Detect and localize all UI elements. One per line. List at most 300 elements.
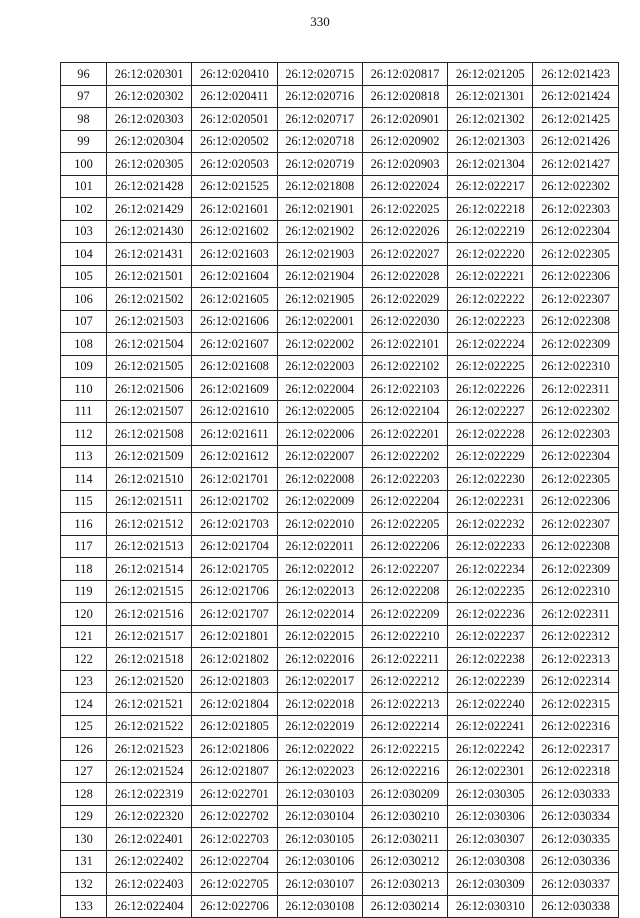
row-number-cell: 123 (61, 670, 107, 693)
cadastral-code-cell: 26:12:021902 (277, 220, 362, 243)
cadastral-code-cell: 26:12:022221 (448, 265, 533, 288)
cadastral-code-cell: 26:12:022304 (533, 445, 618, 468)
cadastral-code-cell: 26:12:022023 (277, 760, 362, 783)
cadastral-code-cell: 26:12:021304 (448, 153, 533, 176)
cadastral-code-cell: 26:12:022007 (277, 445, 362, 468)
cadastral-code-cell: 26:12:021428 (107, 175, 192, 198)
cadastral-code-cell: 26:12:020715 (277, 63, 362, 86)
cadastral-code-cell: 26:12:021609 (192, 378, 277, 401)
cadastral-code-cell: 26:12:030105 (277, 828, 362, 851)
cadastral-code-cell: 26:12:030337 (533, 873, 618, 896)
table-row (61, 715, 619, 738)
cadastral-code-cell: 26:12:022316 (533, 715, 618, 738)
table-row (61, 670, 619, 693)
cadastral-code-cell: 26:12:022705 (192, 873, 277, 896)
cadastral-code-cell: 26:12:021516 (107, 603, 192, 626)
table-row (61, 535, 619, 558)
row-number-cell: 131 (61, 850, 107, 873)
cadastral-code-cell: 26:12:022203 (362, 468, 447, 491)
cadastral-code-cell: 26:12:020719 (277, 153, 362, 176)
row-number-cell: 122 (61, 648, 107, 671)
cadastral-code-cell: 26:12:030212 (362, 850, 447, 873)
cadastral-code-cell: 26:12:022026 (362, 220, 447, 243)
cadastral-code-cell: 26:12:022319 (107, 783, 192, 806)
cadastral-code-cell: 26:12:020718 (277, 130, 362, 153)
cadastral-code-cell: 26:12:022403 (107, 873, 192, 896)
cadastral-code-cell: 26:12:022311 (533, 603, 618, 626)
table-row (61, 63, 619, 86)
cadastral-code-cell: 26:12:022004 (277, 378, 362, 401)
cadastral-code-cell: 26:12:022019 (277, 715, 362, 738)
table-row (61, 783, 619, 806)
cadastral-code-cell: 26:12:021806 (192, 738, 277, 761)
table-row (61, 153, 619, 176)
cadastral-code-cell: 26:12:030310 (448, 895, 533, 918)
cadastral-code-cell: 26:12:022102 (362, 355, 447, 378)
cadastral-code-cell: 26:12:021511 (107, 490, 192, 513)
cadastral-code-cell: 26:12:021427 (533, 153, 618, 176)
row-number-cell: 105 (61, 265, 107, 288)
cadastral-code-cell: 26:12:022701 (192, 783, 277, 806)
cadastral-code-cell: 26:12:020410 (192, 63, 277, 86)
cadastral-code-cell: 26:12:022302 (533, 400, 618, 423)
cadastral-code-cell: 26:12:022307 (533, 288, 618, 311)
cadastral-code-cell: 26:12:022402 (107, 850, 192, 873)
row-number-cell: 124 (61, 693, 107, 716)
cadastral-code-cell: 26:12:022025 (362, 198, 447, 221)
row-number-cell: 126 (61, 738, 107, 761)
cadastral-code-cell: 26:12:022233 (448, 535, 533, 558)
cadastral-code-cell: 26:12:022005 (277, 400, 362, 423)
cadastral-code-cell: 26:12:021509 (107, 445, 192, 468)
cadastral-code-cell: 26:12:022024 (362, 175, 447, 198)
table-row (61, 85, 619, 108)
cadastral-code-cell: 26:12:021514 (107, 558, 192, 581)
row-number-cell: 110 (61, 378, 107, 401)
table-row (61, 288, 619, 311)
cadastral-code-cell: 26:12:022304 (533, 220, 618, 243)
cadastral-code-cell: 26:12:021612 (192, 445, 277, 468)
cadastral-code-cell: 26:12:021803 (192, 670, 277, 693)
table-row (61, 558, 619, 581)
cadastral-code-cell: 26:12:021604 (192, 265, 277, 288)
cadastral-code-cell: 26:12:020501 (192, 108, 277, 131)
cadastral-code-cell: 26:12:022224 (448, 333, 533, 356)
cadastral-code-cell: 26:12:021510 (107, 468, 192, 491)
cadastral-code-cell: 26:12:030336 (533, 850, 618, 873)
cadastral-code-cell: 26:12:022210 (362, 625, 447, 648)
row-number-cell: 130 (61, 828, 107, 851)
cadastral-code-cell: 26:12:022226 (448, 378, 533, 401)
cadastral-code-cell: 26:12:022022 (277, 738, 362, 761)
cadastral-code-cell: 26:12:022218 (448, 198, 533, 221)
row-number-cell: 121 (61, 625, 107, 648)
cadastral-code-cell: 26:12:021502 (107, 288, 192, 311)
cadastral-code-cell: 26:12:022003 (277, 355, 362, 378)
cadastral-code-cell: 26:12:020305 (107, 153, 192, 176)
cadastral-code-cell: 26:12:030308 (448, 850, 533, 873)
row-number-cell: 117 (61, 535, 107, 558)
cadastral-code-cell: 26:12:021426 (533, 130, 618, 153)
cadastral-code-cell: 26:12:022018 (277, 693, 362, 716)
table-row (61, 580, 619, 603)
cadastral-code-cell: 26:12:022404 (107, 895, 192, 918)
row-number-cell: 109 (61, 355, 107, 378)
cadastral-code-cell: 26:12:030103 (277, 783, 362, 806)
table-row (61, 355, 619, 378)
table-row (61, 310, 619, 333)
cadastral-code-cell: 26:12:020901 (362, 108, 447, 131)
cadastral-code-cell: 26:12:021601 (192, 198, 277, 221)
cadastral-code-cell: 26:12:022103 (362, 378, 447, 401)
cadastral-code-cell: 26:12:022703 (192, 828, 277, 851)
table-row (61, 873, 619, 896)
cadastral-code-cell: 26:12:021429 (107, 198, 192, 221)
table-row (61, 445, 619, 468)
row-number-cell: 125 (61, 715, 107, 738)
row-number-cell: 132 (61, 873, 107, 896)
table-row (61, 378, 619, 401)
cadastral-code-cell: 26:12:022317 (533, 738, 618, 761)
cadastral-code-cell: 26:12:022206 (362, 535, 447, 558)
cadastral-code-cell: 26:12:021905 (277, 288, 362, 311)
cadastral-code-cell: 26:12:022207 (362, 558, 447, 581)
cadastral-code-cell: 26:12:022307 (533, 513, 618, 536)
row-number-cell: 106 (61, 288, 107, 311)
cadastral-code-cell: 26:12:021603 (192, 243, 277, 266)
cadastral-code-cell: 26:12:022236 (448, 603, 533, 626)
cadastral-code-cell: 26:12:021903 (277, 243, 362, 266)
row-number-cell: 120 (61, 603, 107, 626)
cadastral-code-cell: 26:12:021525 (192, 175, 277, 198)
cadastral-code-cell: 26:12:022211 (362, 648, 447, 671)
cadastral-code-cell: 26:12:022016 (277, 648, 362, 671)
table-row (61, 895, 619, 918)
cadastral-code-cell: 26:12:022029 (362, 288, 447, 311)
table-row (61, 333, 619, 356)
table-row (61, 198, 619, 221)
cadastral-code-cell: 26:12:021425 (533, 108, 618, 131)
cadastral-code-cell: 26:12:021506 (107, 378, 192, 401)
cadastral-code-cell: 26:12:022208 (362, 580, 447, 603)
cadastral-code-cell: 26:12:022225 (448, 355, 533, 378)
cadastral-code-cell: 26:12:022242 (448, 738, 533, 761)
table-row (61, 603, 619, 626)
cadastral-code-cell: 26:12:022017 (277, 670, 362, 693)
table-body (61, 63, 619, 918)
row-number-cell: 100 (61, 153, 107, 176)
cadastral-code-cell: 26:12:022001 (277, 310, 362, 333)
cadastral-code-cell: 26:12:021701 (192, 468, 277, 491)
cadastral-code-cell: 26:12:021303 (448, 130, 533, 153)
row-number-cell: 113 (61, 445, 107, 468)
row-number-cell: 116 (61, 513, 107, 536)
cadastral-code-cell: 26:12:022315 (533, 693, 618, 716)
cadastral-code-cell: 26:12:022312 (533, 625, 618, 648)
cadastral-code-cell: 26:12:022220 (448, 243, 533, 266)
cadastral-code-cell: 26:12:021513 (107, 535, 192, 558)
cadastral-code-cell: 26:12:022232 (448, 513, 533, 536)
cadastral-code-cell: 26:12:022012 (277, 558, 362, 581)
cadastral-code-cell: 26:12:022028 (362, 265, 447, 288)
cadastral-code-cell: 26:12:021522 (107, 715, 192, 738)
cadastral-code-cell: 26:12:022238 (448, 648, 533, 671)
cadastral-code-cell: 26:12:030338 (533, 895, 618, 918)
cadastral-code-cell: 26:12:022309 (533, 333, 618, 356)
cadastral-code-cell: 26:12:021808 (277, 175, 362, 198)
cadastral-code-cell: 26:12:022302 (533, 175, 618, 198)
cadastral-code-cell: 26:12:030209 (362, 783, 447, 806)
table-row (61, 760, 619, 783)
cadastral-code-cell: 26:12:022702 (192, 805, 277, 828)
cadastral-code-cell: 26:12:022209 (362, 603, 447, 626)
cadastral-code-cell: 26:12:022303 (533, 423, 618, 446)
cadastral-code-cell: 26:12:030210 (362, 805, 447, 828)
row-number-cell: 119 (61, 580, 107, 603)
cadastral-code-cell: 26:12:021524 (107, 760, 192, 783)
cadastral-code-cell: 26:12:021802 (192, 648, 277, 671)
cadastral-code-cell: 26:12:030309 (448, 873, 533, 896)
cadastral-code-cell: 26:12:020502 (192, 130, 277, 153)
cadastral-code-cell: 26:12:022305 (533, 243, 618, 266)
row-number-cell: 115 (61, 490, 107, 513)
cadastral-code-cell: 26:12:020302 (107, 85, 192, 108)
row-number-cell: 111 (61, 400, 107, 423)
row-number-cell: 128 (61, 783, 107, 806)
cadastral-code-cell: 26:12:022231 (448, 490, 533, 513)
cadastral-code-cell: 26:12:022301 (448, 760, 533, 783)
table-row (61, 805, 619, 828)
cadastral-code-cell: 26:12:022308 (533, 535, 618, 558)
cadastral-code-cell: 26:12:020503 (192, 153, 277, 176)
cadastral-code-cell: 26:12:021424 (533, 85, 618, 108)
cadastral-code-cell: 26:12:021705 (192, 558, 277, 581)
cadastral-code-cell: 26:12:021504 (107, 333, 192, 356)
table-row (61, 513, 619, 536)
cadastral-codes-table (60, 62, 619, 918)
cadastral-code-cell: 26:12:022241 (448, 715, 533, 738)
cadastral-code-cell: 26:12:020818 (362, 85, 447, 108)
cadastral-code-cell: 26:12:030333 (533, 783, 618, 806)
cadastral-code-cell: 26:12:022227 (448, 400, 533, 423)
cadastral-code-cell: 26:12:022214 (362, 715, 447, 738)
cadastral-code-cell: 26:12:021302 (448, 108, 533, 131)
cadastral-code-cell: 26:12:022306 (533, 265, 618, 288)
cadastral-code-cell: 26:12:022202 (362, 445, 447, 468)
row-number-cell: 102 (61, 198, 107, 221)
cadastral-code-cell: 26:12:021520 (107, 670, 192, 693)
cadastral-code-cell: 26:12:020903 (362, 153, 447, 176)
table-row (61, 220, 619, 243)
cadastral-code-cell: 26:12:020304 (107, 130, 192, 153)
cadastral-code-cell: 26:12:021807 (192, 760, 277, 783)
cadastral-code-cell: 26:12:021706 (192, 580, 277, 603)
cadastral-code-cell: 26:12:021805 (192, 715, 277, 738)
cadastral-code-cell: 26:12:022002 (277, 333, 362, 356)
cadastral-code-cell: 26:12:022030 (362, 310, 447, 333)
cadastral-code-cell: 26:12:021431 (107, 243, 192, 266)
cadastral-code-cell: 26:12:022239 (448, 670, 533, 693)
cadastral-code-cell: 26:12:021804 (192, 693, 277, 716)
cadastral-code-cell: 26:12:021505 (107, 355, 192, 378)
cadastral-code-cell: 26:12:021512 (107, 513, 192, 536)
cadastral-code-cell: 26:12:030104 (277, 805, 362, 828)
cadastral-code-cell: 26:12:030306 (448, 805, 533, 828)
cadastral-code-cell: 26:12:020716 (277, 85, 362, 108)
cadastral-code-cell: 26:12:022310 (533, 355, 618, 378)
cadastral-code-cell: 26:12:021503 (107, 310, 192, 333)
cadastral-code-cell: 26:12:021901 (277, 198, 362, 221)
table-row (61, 400, 619, 423)
cadastral-code-cell: 26:12:022306 (533, 490, 618, 513)
cadastral-code-cell: 26:12:021508 (107, 423, 192, 446)
cadastral-code-cell: 26:12:021703 (192, 513, 277, 536)
cadastral-code-cell: 26:12:022228 (448, 423, 533, 446)
cadastral-code-cell: 26:12:030213 (362, 873, 447, 896)
row-number-cell: 97 (61, 85, 107, 108)
cadastral-code-cell: 26:12:022706 (192, 895, 277, 918)
row-number-cell: 118 (61, 558, 107, 581)
row-number-cell: 129 (61, 805, 107, 828)
page-number: 330 (310, 14, 330, 29)
cadastral-code-cell: 26:12:022237 (448, 625, 533, 648)
cadastral-code-cell: 26:12:022305 (533, 468, 618, 491)
cadastral-code-cell: 26:12:022309 (533, 558, 618, 581)
table-row (61, 423, 619, 446)
table-row (61, 693, 619, 716)
row-number-cell: 101 (61, 175, 107, 198)
cadastral-code-cell: 26:12:022223 (448, 310, 533, 333)
cadastral-code-cell: 26:12:022314 (533, 670, 618, 693)
cadastral-code-cell: 26:12:021608 (192, 355, 277, 378)
cadastral-code-cell: 26:12:020717 (277, 108, 362, 131)
cadastral-code-cell: 26:12:022212 (362, 670, 447, 693)
cadastral-code-cell: 26:12:020303 (107, 108, 192, 131)
table-row (61, 648, 619, 671)
cadastral-code-cell: 26:12:021205 (448, 63, 533, 86)
cadastral-code-cell: 26:12:030106 (277, 850, 362, 873)
cadastral-code-cell: 26:12:030335 (533, 828, 618, 851)
cadastral-code-cell: 26:12:021507 (107, 400, 192, 423)
cadastral-code-cell: 26:12:022011 (277, 535, 362, 558)
cadastral-code-cell: 26:12:022013 (277, 580, 362, 603)
cadastral-code-cell: 26:12:022216 (362, 760, 447, 783)
cadastral-code-cell: 26:12:020817 (362, 63, 447, 86)
row-number-cell: 133 (61, 895, 107, 918)
cadastral-code-cell: 26:12:022234 (448, 558, 533, 581)
table-row (61, 468, 619, 491)
cadastral-code-cell: 26:12:021611 (192, 423, 277, 446)
table-row (61, 738, 619, 761)
cadastral-code-cell: 26:12:020301 (107, 63, 192, 86)
cadastral-code-cell: 26:12:022008 (277, 468, 362, 491)
table-row (61, 130, 619, 153)
table-row (61, 490, 619, 513)
cadastral-code-cell: 26:12:022320 (107, 805, 192, 828)
table-row (61, 828, 619, 851)
row-number-cell: 103 (61, 220, 107, 243)
cadastral-code-cell: 26:12:021707 (192, 603, 277, 626)
cadastral-code-cell: 26:12:020411 (192, 85, 277, 108)
cadastral-code-cell: 26:12:022205 (362, 513, 447, 536)
cadastral-code-cell: 26:12:021606 (192, 310, 277, 333)
cadastral-code-cell: 26:12:021607 (192, 333, 277, 356)
cadastral-code-cell: 26:12:021904 (277, 265, 362, 288)
cadastral-code-cell: 26:12:021801 (192, 625, 277, 648)
cadastral-code-cell: 26:12:021602 (192, 220, 277, 243)
row-number-cell: 127 (61, 760, 107, 783)
table-row (61, 243, 619, 266)
cadastral-code-cell: 26:12:021521 (107, 693, 192, 716)
row-number-cell: 114 (61, 468, 107, 491)
row-number-cell: 98 (61, 108, 107, 131)
cadastral-code-cell: 26:12:022318 (533, 760, 618, 783)
cadastral-code-cell: 26:12:022010 (277, 513, 362, 536)
cadastral-code-cell: 26:12:022014 (277, 603, 362, 626)
row-number-cell: 104 (61, 243, 107, 266)
cadastral-code-cell: 26:12:021702 (192, 490, 277, 513)
cadastral-code-cell: 26:12:030214 (362, 895, 447, 918)
cadastral-code-cell: 26:12:022006 (277, 423, 362, 446)
cadastral-code-cell: 26:12:022009 (277, 490, 362, 513)
table-row (61, 175, 619, 198)
cadastral-code-cell: 26:12:022704 (192, 850, 277, 873)
row-number-cell: 99 (61, 130, 107, 153)
row-number-cell: 108 (61, 333, 107, 356)
table-row (61, 850, 619, 873)
cadastral-code-cell: 26:12:030108 (277, 895, 362, 918)
cadastral-code-cell: 26:12:020902 (362, 130, 447, 153)
cadastral-code-cell: 26:12:022313 (533, 648, 618, 671)
cadastral-code-cell: 26:12:022015 (277, 625, 362, 648)
cadastral-code-cell: 26:12:022101 (362, 333, 447, 356)
cadastral-code-cell: 26:12:021501 (107, 265, 192, 288)
cadastral-code-cell: 26:12:022311 (533, 378, 618, 401)
cadastral-code-cell: 26:12:030107 (277, 873, 362, 896)
cadastral-code-cell: 26:12:030307 (448, 828, 533, 851)
cadastral-code-cell: 26:12:022027 (362, 243, 447, 266)
cadastral-code-cell: 26:12:022217 (448, 175, 533, 198)
cadastral-code-cell: 26:12:021517 (107, 625, 192, 648)
cadastral-code-cell: 26:12:021423 (533, 63, 618, 86)
cadastral-code-cell: 26:12:021515 (107, 580, 192, 603)
cadastral-code-cell: 26:12:022219 (448, 220, 533, 243)
cadastral-code-cell: 26:12:022240 (448, 693, 533, 716)
cadastral-code-cell: 26:12:022308 (533, 310, 618, 333)
cadastral-code-cell: 26:12:021523 (107, 738, 192, 761)
cadastral-code-cell: 26:12:030211 (362, 828, 447, 851)
table-row (61, 625, 619, 648)
cadastral-code-cell: 26:12:022201 (362, 423, 447, 446)
table-row (61, 108, 619, 131)
row-number-cell: 112 (61, 423, 107, 446)
cadastral-code-cell: 26:12:022401 (107, 828, 192, 851)
cadastral-code-cell: 26:12:021605 (192, 288, 277, 311)
cadastral-code-cell: 26:12:022204 (362, 490, 447, 513)
cadastral-code-cell: 26:12:022303 (533, 198, 618, 221)
cadastral-code-cell: 26:12:022222 (448, 288, 533, 311)
cadastral-code-cell: 26:12:021704 (192, 535, 277, 558)
cadastral-code-cell: 26:12:030334 (533, 805, 618, 828)
cadastral-code-cell: 26:12:022235 (448, 580, 533, 603)
cadastral-code-cell: 26:12:021610 (192, 400, 277, 423)
cadastral-code-cell: 26:12:022213 (362, 693, 447, 716)
row-number-cell: 96 (61, 63, 107, 86)
cadastral-code-cell: 26:12:022215 (362, 738, 447, 761)
cadastral-code-cell: 26:12:021430 (107, 220, 192, 243)
table-row (61, 265, 619, 288)
cadastral-code-cell: 26:12:030305 (448, 783, 533, 806)
